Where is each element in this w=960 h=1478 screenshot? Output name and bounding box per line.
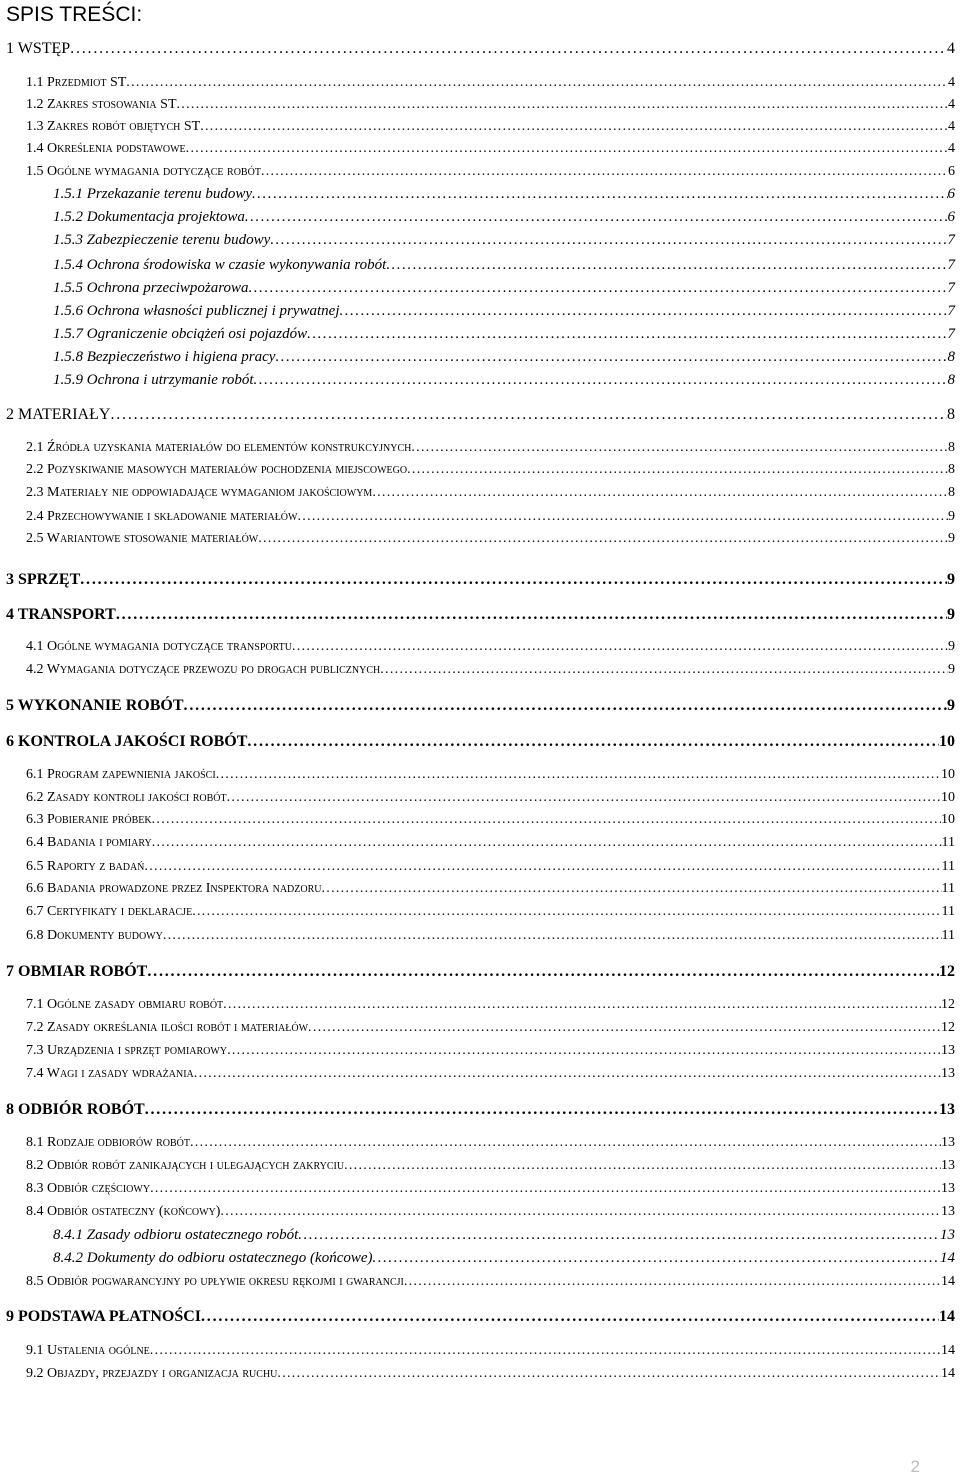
toc-entry-page: 13 <box>941 1204 955 1219</box>
toc-entry-page: 7 <box>947 303 955 319</box>
toc-dot-leader <box>298 1227 940 1244</box>
toc-dot-leader <box>307 326 947 343</box>
toc-entry-label: 1 WSTĘP <box>6 40 71 57</box>
toc-entry[interactable] <box>26 1158 955 1174</box>
toc-entry-page: 14 <box>940 1250 955 1266</box>
toc-entry-page: 14 <box>939 1308 955 1325</box>
toc-entry-page: 8 <box>947 406 955 423</box>
toc-dot-leader <box>110 406 947 424</box>
toc-dot-leader <box>252 186 948 203</box>
toc-entry[interactable] <box>26 1066 955 1082</box>
toc-entry-label: 7.1 Ogólne zasady obmiaru robót <box>26 997 224 1012</box>
toc-entry[interactable] <box>26 1274 955 1290</box>
toc-entry-page: 7 <box>947 257 955 273</box>
toc-entry-label: 6.3 Pobieranie próbek <box>26 812 152 827</box>
toc-entry[interactable] <box>26 767 955 783</box>
toc-entry[interactable] <box>26 509 955 525</box>
toc-entry[interactable] <box>26 531 955 547</box>
toc-entry[interactable] <box>26 1135 955 1151</box>
toc-dot-leader <box>411 440 948 456</box>
toc-dot-leader <box>70 40 947 58</box>
toc-entry-label: 7.3 Urządzenia i sprzęt pomiarowy <box>26 1043 228 1058</box>
toc-entry-page: 10 <box>939 733 955 750</box>
toc-entry[interactable] <box>6 606 955 624</box>
toc-entry-page: 13 <box>940 1227 955 1243</box>
toc-entry-label: 8.4.2 Dokumenty do odbioru ostatecznego (końcowe) <box>53 1250 373 1266</box>
toc-entry-page: 4 <box>948 119 955 134</box>
toc-entry[interactable] <box>26 812 955 828</box>
toc-entry-label: 9.1 Ustalenia ogólne <box>26 1343 150 1358</box>
toc-dot-leader <box>145 1101 939 1119</box>
toc-dot-leader <box>192 904 941 920</box>
toc-dot-leader <box>270 232 947 249</box>
toc-entry-page: 9 <box>948 662 955 677</box>
toc-entry-page: 6 <box>947 209 955 225</box>
toc-dot-leader <box>126 75 948 91</box>
toc-entry-page: 10 <box>941 812 955 827</box>
toc-entry-page: 14 <box>941 1343 955 1358</box>
toc-entry-label: 2.3 Materiały nie odpowiadające wymaganiom jakościowym <box>26 485 373 500</box>
toc-entry-label: 1.5.7 Ograniczenie obciążeń osi pojazdów <box>53 326 308 342</box>
toc-entry[interactable] <box>53 186 955 203</box>
toc-entry[interactable] <box>26 1204 955 1220</box>
toc-entry[interactable] <box>53 209 955 226</box>
toc-dot-leader <box>144 859 941 875</box>
toc-dot-leader <box>194 1066 941 1082</box>
toc-entry[interactable] <box>6 697 955 715</box>
toc-entry-label: 1.4 Określenia podstawowe <box>26 141 186 156</box>
toc-entry[interactable] <box>6 1308 955 1326</box>
toc-entry[interactable] <box>26 97 955 113</box>
toc-entry-label: 6.6 Badania prowadzone przez Inspektora nadzoru <box>26 881 322 896</box>
toc-entry-label: 2.5 Wariantowe stosowanie materiałów <box>26 531 259 546</box>
toc-entry[interactable] <box>26 1181 955 1197</box>
toc-dot-leader <box>201 1308 939 1326</box>
toc-entry[interactable] <box>26 859 955 875</box>
toc-entry-label: 2 MATERIAŁY <box>6 406 111 423</box>
toc-entry-page: 9 <box>948 639 955 654</box>
toc-dot-leader <box>200 119 948 135</box>
toc-entry-page: 8 <box>948 462 955 477</box>
toc-dot-leader <box>261 164 948 180</box>
toc-entry-label: 1.5.5 Ochrona przeciwpożarowa <box>53 280 249 296</box>
toc-entry[interactable] <box>26 164 955 180</box>
toc-entry[interactable] <box>53 280 955 297</box>
toc-entry[interactable] <box>26 1020 955 1036</box>
toc-entry-label: 1.5.8 Bezpieczeństwo i higiena pracy <box>53 349 276 365</box>
toc-entry-label: 6.8 Dokumenty budowy <box>26 928 163 943</box>
toc-entry[interactable] <box>26 997 955 1013</box>
toc-entry-label: 8 ODBIÓR ROBÓT <box>6 1101 145 1118</box>
toc-entry[interactable] <box>26 485 955 501</box>
toc-dot-leader <box>184 697 947 715</box>
toc-dot-leader <box>227 1043 941 1059</box>
toc-entry[interactable] <box>26 928 955 944</box>
toc-entry-page: 9 <box>947 697 955 714</box>
toc-entry[interactable] <box>26 1366 955 1382</box>
toc-entry-label: 4 TRANSPORT <box>6 606 116 623</box>
toc-dot-leader <box>380 662 948 678</box>
toc-entry-label: 8.3 Odbiór częściowy <box>26 1181 151 1196</box>
toc-dot-leader <box>223 997 941 1013</box>
toc-entry-page: 8 <box>947 372 955 388</box>
toc-title: SPIS TREŚCI: <box>6 3 143 26</box>
toc-entry-label: 2.2 Pozyskiwanie masowych materiałów pochodzenia miejscowego <box>26 462 408 477</box>
toc-entry-page: 13 <box>941 1181 955 1196</box>
toc-entry-page: 10 <box>941 790 955 805</box>
toc-entry[interactable] <box>26 904 955 920</box>
toc-entry-page: 9 <box>948 531 955 546</box>
toc-entry-label: 1.1 Przedmiot ST <box>26 75 127 90</box>
page-number: 2 <box>910 1457 920 1476</box>
toc-entry-page: 4 <box>948 97 955 112</box>
toc-entry[interactable] <box>53 349 955 366</box>
toc-entry[interactable] <box>53 303 955 320</box>
toc-dot-leader <box>80 571 947 589</box>
toc-entry[interactable] <box>26 881 955 897</box>
toc-entry-page: 13 <box>941 1066 955 1081</box>
toc-entry[interactable] <box>53 326 955 343</box>
toc-dot-leader <box>404 1274 941 1290</box>
toc-entry-page: 10 <box>941 767 955 782</box>
toc-entry-page: 8 <box>948 485 955 500</box>
toc-entry-page: 7 <box>947 326 955 342</box>
toc-entry-page: 13 <box>941 1043 955 1058</box>
toc-entry-label: 6.2 Zasady kontroli jakości robót <box>26 790 227 805</box>
toc-dot-leader <box>152 812 941 828</box>
toc-entry-page: 12 <box>941 1020 955 1035</box>
toc-entry-label: 1.5.4 Ochrona środowiska w czasie wykonywania robót <box>53 257 387 273</box>
toc-entry-label: 6.4 Badania i pomiary <box>26 835 152 850</box>
toc-entry-label: 1.5.9 Ochrona i utrzymanie robót <box>53 372 254 388</box>
toc-entry-label: 2.4 Przechowywanie i składowanie materiałów <box>26 509 298 524</box>
toc-dot-leader <box>150 1181 941 1197</box>
toc-entry[interactable] <box>6 571 955 589</box>
toc-entry-page: 13 <box>941 1158 955 1173</box>
toc-dot-leader <box>372 485 948 501</box>
toc-entry[interactable] <box>53 232 955 249</box>
toc-dot-leader <box>321 881 941 897</box>
toc-entry-page: 6 <box>948 164 955 179</box>
toc-dot-leader <box>163 928 942 944</box>
toc-entry[interactable] <box>53 372 955 389</box>
toc-entry-page: 11 <box>941 835 955 850</box>
toc-entry-page: 7 <box>947 232 955 248</box>
toc-entry-label: 6.5 Raporty z badań <box>26 859 145 874</box>
toc-dot-leader <box>308 1020 941 1036</box>
toc-entry-label: 9.2 Objazdy, przejazdy i organizacja ruchu <box>26 1366 278 1381</box>
toc-entry-label: 7 OBMIAR ROBÓT <box>6 963 148 980</box>
toc-entry[interactable] <box>26 75 955 91</box>
toc-entry-label: 2.1 Źródła uzyskania materiałów do elementów konstrukcyjnych <box>26 440 412 455</box>
toc-entry-label: 8.5 Odbiór pogwarancyjny po upływie okresu rękojmi i gwarancji <box>26 1274 404 1289</box>
toc-entry[interactable] <box>26 462 955 478</box>
toc-entry[interactable] <box>53 1250 955 1267</box>
toc-entry[interactable] <box>26 662 955 678</box>
toc-entry[interactable] <box>53 257 955 274</box>
toc-dot-leader <box>147 963 939 981</box>
toc-entry[interactable] <box>26 440 955 456</box>
toc-dot-leader <box>292 639 948 655</box>
toc-dot-leader <box>297 509 948 525</box>
toc-entry-page: 14 <box>941 1366 955 1381</box>
toc-dot-leader <box>258 531 948 547</box>
toc-entry-page: 11 <box>941 881 955 896</box>
toc-dot-leader <box>150 1343 941 1359</box>
toc-entry-label: 8.1 Rodzaje odbiorów robót <box>26 1135 190 1150</box>
toc-entry-page: 12 <box>941 997 955 1012</box>
toc-entry-page: 6 <box>947 186 955 202</box>
toc-entry[interactable] <box>6 733 955 751</box>
toc-entry[interactable] <box>6 40 955 58</box>
toc-dot-leader <box>152 835 942 851</box>
toc-entry[interactable] <box>26 1043 955 1059</box>
toc-entry-page: 4 <box>948 75 955 90</box>
toc-entry[interactable] <box>6 1101 955 1119</box>
toc-entry-label: 1.5.1 Przekazanie terenu budowy <box>53 186 252 202</box>
toc-entry-page: 11 <box>941 928 955 943</box>
toc-dot-leader <box>186 141 948 157</box>
toc-entry-label: 1.2 Zakres stosowania ST <box>26 97 177 112</box>
toc-entry-label: 1.5.3 Zabezpieczenie terenu budowy <box>53 232 271 248</box>
toc-dot-leader <box>249 280 948 297</box>
toc-entry-label: 6 KONTROLA JAKOŚCI ROBÓT <box>6 733 248 750</box>
toc-entry-page: 9 <box>947 571 955 588</box>
toc-entry[interactable] <box>26 1343 955 1359</box>
toc-entry-label: 6.7 Certyfikaty i deklaracje <box>26 904 193 919</box>
toc-entry-label: 1.3 Zakres robót objętych ST <box>26 119 201 134</box>
toc-entry-label: 9 PODSTAWA PŁATNOŚCI <box>6 1308 201 1325</box>
toc-entry-label: 8.4 Odbiór ostateczny (końcowy) <box>26 1204 221 1219</box>
toc-entry[interactable] <box>26 835 955 851</box>
toc-entry-page: 8 <box>948 440 955 455</box>
toc-entry[interactable] <box>6 963 955 981</box>
toc-entry[interactable] <box>26 639 955 655</box>
toc-dot-leader <box>344 1158 941 1174</box>
toc-entry-page: 13 <box>941 1135 955 1150</box>
toc-entry-page: 8 <box>947 349 955 365</box>
toc-entry-label: 8.4.1 Zasady odbioru ostatecznego robót <box>53 1227 299 1243</box>
toc-entry[interactable] <box>26 119 955 135</box>
toc-entry-label: 7.2 Zasady określania ilości robót i materiałów <box>26 1020 309 1035</box>
toc-dot-leader <box>190 1135 941 1151</box>
toc-entry-label: 1.5 Ogólne wymagania dotyczące robót <box>26 164 261 179</box>
toc-dot-leader <box>407 462 948 478</box>
toc-entry-page: 14 <box>941 1274 955 1289</box>
toc-dot-leader <box>177 97 949 113</box>
toc-entry-page: 4 <box>947 40 955 57</box>
toc-entry-label: 4.2 Wymagania dotyczące przewozu po drogach publicznych <box>26 662 381 677</box>
toc-dot-leader <box>254 372 948 389</box>
toc-dot-leader <box>116 606 947 624</box>
toc-entry-label: 8.2 Odbiór robót zanikających i ulegających zakryciu <box>26 1158 345 1173</box>
toc-entry-page: 9 <box>947 606 955 623</box>
toc-entry[interactable] <box>53 1227 955 1244</box>
toc-dot-leader <box>340 303 948 320</box>
toc-entry-page: 11 <box>941 904 955 919</box>
toc-dot-leader <box>386 257 947 274</box>
toc-dot-leader <box>227 790 941 806</box>
toc-entry-page: 12 <box>939 963 955 980</box>
toc-dot-leader <box>275 349 947 366</box>
toc-entry[interactable] <box>26 790 955 806</box>
toc-entry-label: 1.5.6 Ochrona własności publicznej i prywatnej <box>53 303 340 319</box>
toc-entry[interactable] <box>6 406 955 424</box>
toc-entry-page: 13 <box>939 1101 955 1118</box>
toc-entry-label: 5 WYKONANIE ROBÓT <box>6 697 184 714</box>
toc-dot-leader <box>216 767 941 783</box>
toc-entry-label: 4.1 Ogólne wymagania dotyczące transportu <box>26 639 292 654</box>
toc-dot-leader <box>277 1366 941 1382</box>
toc-dot-leader <box>247 733 939 751</box>
toc-dot-leader <box>373 1250 940 1267</box>
toc-dot-leader <box>220 1204 941 1220</box>
toc-entry-label: 7.4 Wagi i zasady wdrażania <box>26 1066 194 1081</box>
toc-entry[interactable] <box>26 141 955 157</box>
toc-entry-label: 6.1 Program zapewnienia jakości <box>26 767 216 782</box>
toc-entry-page: 9 <box>948 509 955 524</box>
toc-dot-leader <box>245 209 948 226</box>
toc-entry-label: 3 SPRZĘT <box>6 571 81 588</box>
toc-entry-page: 11 <box>941 859 955 874</box>
toc-entry-page: 7 <box>947 280 955 296</box>
toc-entry-label: 1.5.2 Dokumentacja projektowa <box>53 209 245 225</box>
toc-entry-page: 4 <box>948 141 955 156</box>
